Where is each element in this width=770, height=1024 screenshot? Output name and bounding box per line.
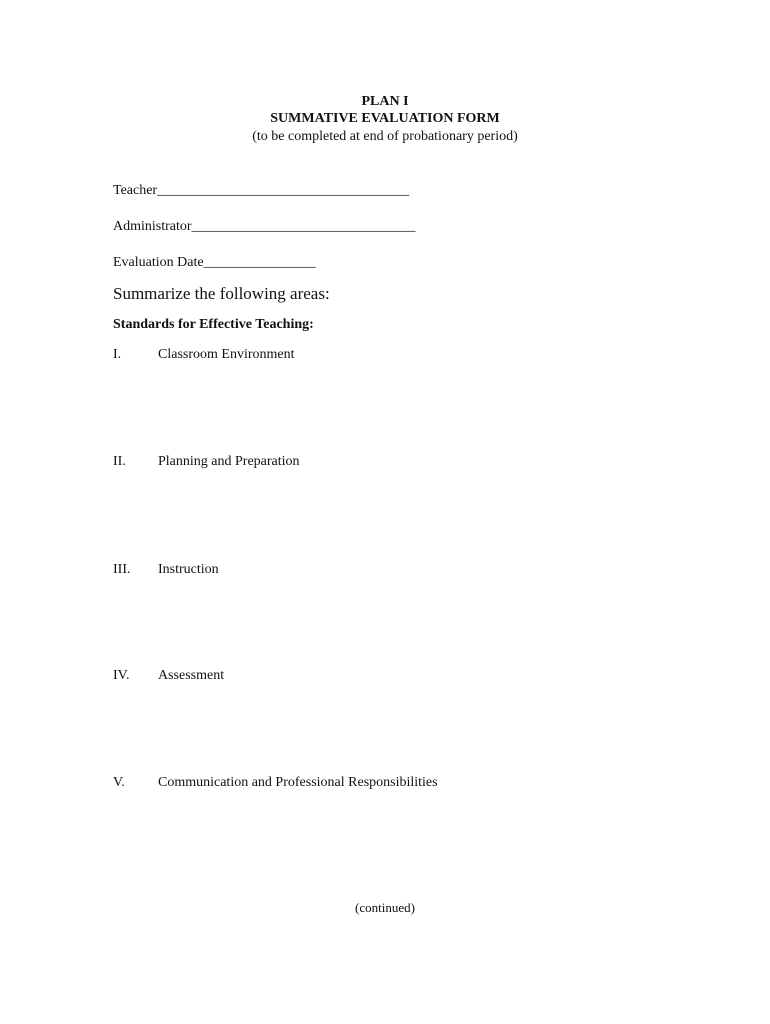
area-number: I. [113,347,122,362]
area-number: IV. [113,668,130,683]
area-instruction: Instruction [158,562,219,577]
evaluation-date-field[interactable]: Evaluation Date________________ [113,255,316,270]
form-title: SUMMATIVE EVALUATION FORM [270,111,500,126]
area-number: II. [113,454,126,469]
area-communication-responsibilities: Communication and Professional Responsibilities [158,775,438,790]
area-planning-preparation: Planning and Preparation [158,454,300,469]
teacher-field[interactable]: Teacher____________________________________ [113,183,410,198]
standards-heading: Standards for Effective Teaching: [113,317,314,332]
area-number: III. [113,562,131,577]
area-assessment: Assessment [158,668,225,683]
administrator-field[interactable]: Administrator________________________________ [113,219,416,234]
summarize-prompt: Summarize the following areas: [113,284,330,303]
area-number: V. [113,775,125,790]
continued-note: (continued) [355,900,415,915]
area-classroom-environment: Classroom Environment [158,347,295,362]
plan-heading: PLAN I [361,94,409,109]
form-subtitle: (to be completed at end of probationary period) [252,129,518,144]
